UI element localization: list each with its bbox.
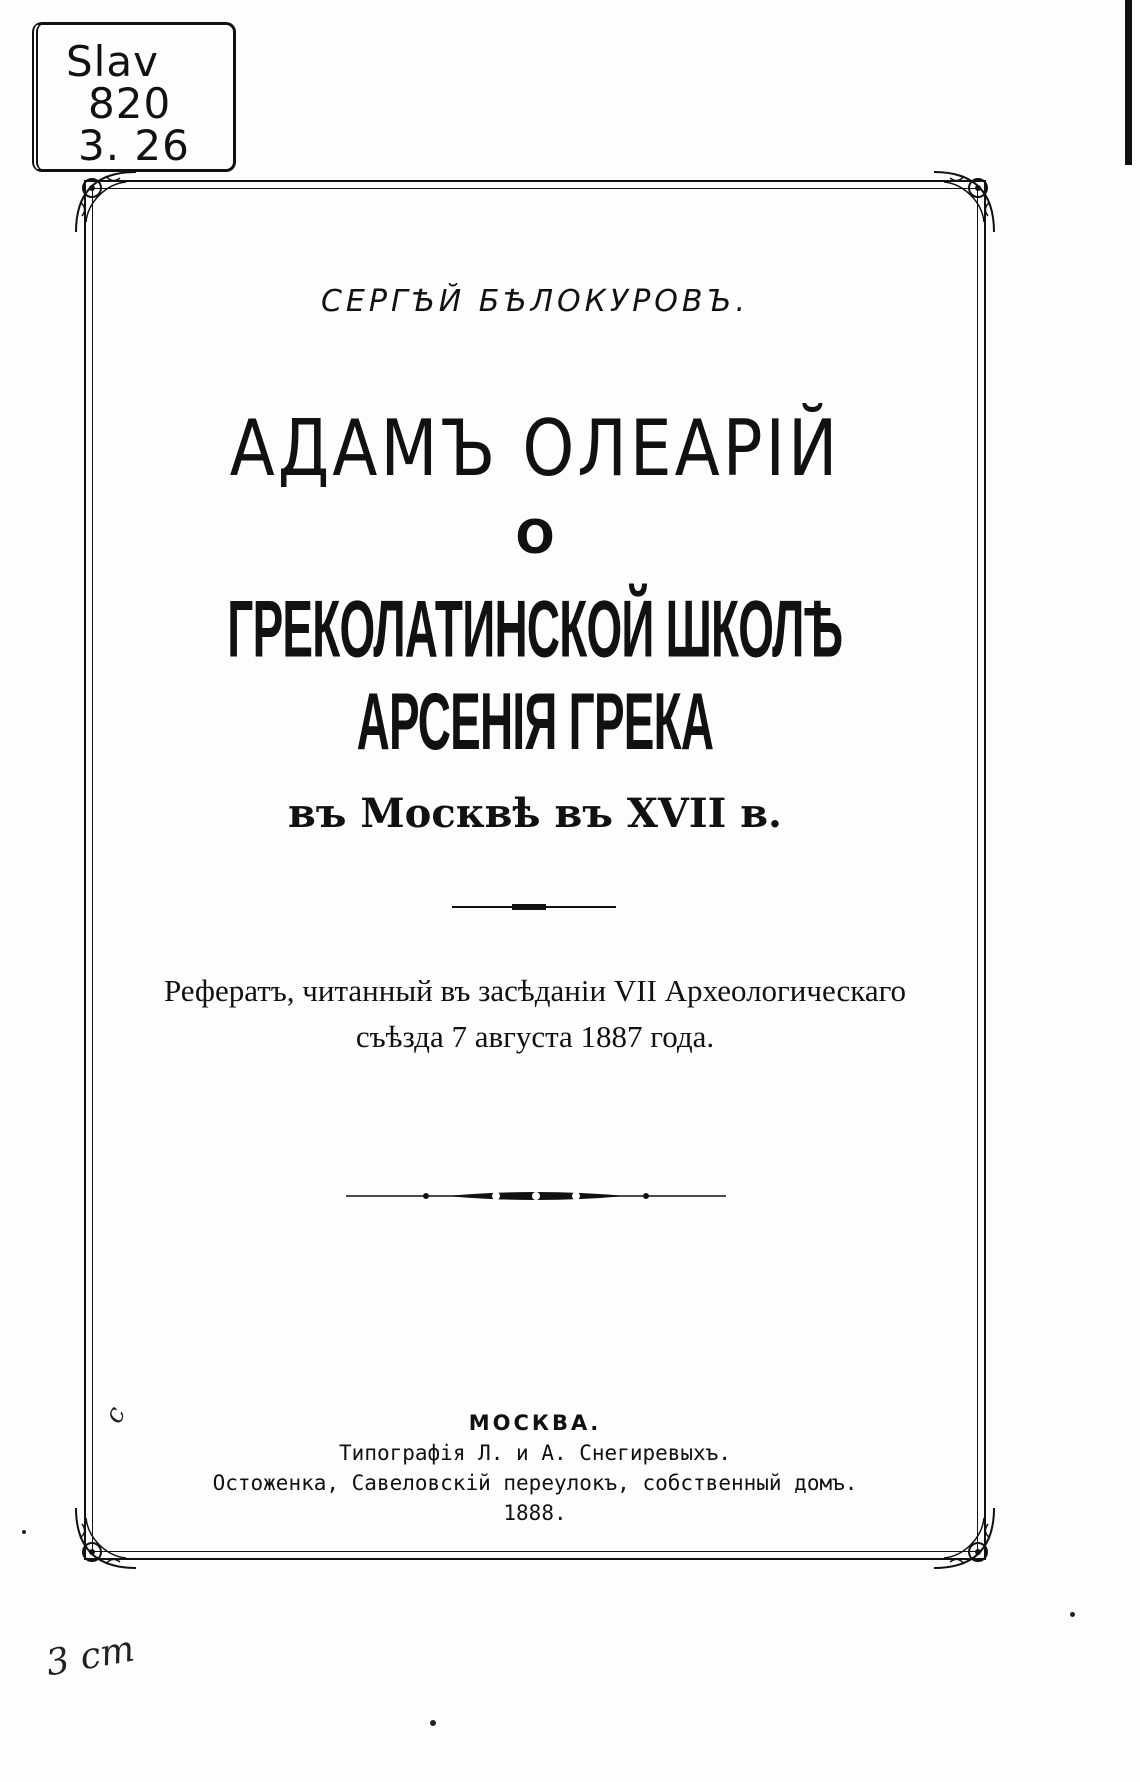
scan-speck (430, 1720, 436, 1726)
imprint-year: 1888. (503, 1501, 567, 1525)
imprint (84, 1408, 986, 1528)
handwritten-mark: c (98, 1402, 132, 1428)
subtitle-line-1: Рефератъ, читанный въ засѣданіи VII Археологическаго (163, 973, 907, 1008)
title-line-4: въ Москвѣ въ XVII в. (288, 790, 782, 837)
title-divider-rule (452, 906, 616, 908)
scan-speck (22, 1530, 26, 1534)
scan-edge-shadow (1125, 0, 1132, 165)
shelf-mark (66, 37, 190, 170)
title-line-2: О (515, 510, 555, 564)
shelf-mark-line-1: Slav (66, 37, 159, 86)
imprint-printer: Типографія Л. и А. Снегиревыхъ. (339, 1441, 731, 1465)
subtitle (84, 968, 986, 1060)
shelf-mark-line-2: 820 (88, 79, 172, 128)
corner-ornament-icon (924, 162, 1004, 242)
imprint-address: Остоженка, Савеловскій переулокъ, собственный домъ. (212, 1471, 858, 1495)
title-line-3: ГРЕКОЛАТИНСКОЙ ШКОЛѢ АРСЕНІЯ ГРЕКА (227, 585, 843, 767)
imprint-city: МОСКВА. (468, 1411, 602, 1435)
ornamental-divider-icon (346, 1188, 726, 1204)
author-name: СЕРГѢЙ БѢЛОКУРОВЪ. (320, 284, 750, 319)
library-shelf-label (32, 22, 236, 172)
scan-speck (1070, 1612, 1075, 1617)
ornamental-frame (84, 180, 986, 1560)
title-line-1: АДАМЪ ОЛЕАРІЙ (229, 403, 841, 494)
subtitle-line-2: съѣзда 7 августа 1887 года. (355, 1019, 715, 1054)
handwritten-note: 3 cm (43, 1628, 138, 1685)
shelf-mark-line-3: 3. 26 (78, 121, 190, 170)
corner-ornament-icon (66, 162, 146, 242)
frame-inner-rule (92, 188, 978, 1552)
